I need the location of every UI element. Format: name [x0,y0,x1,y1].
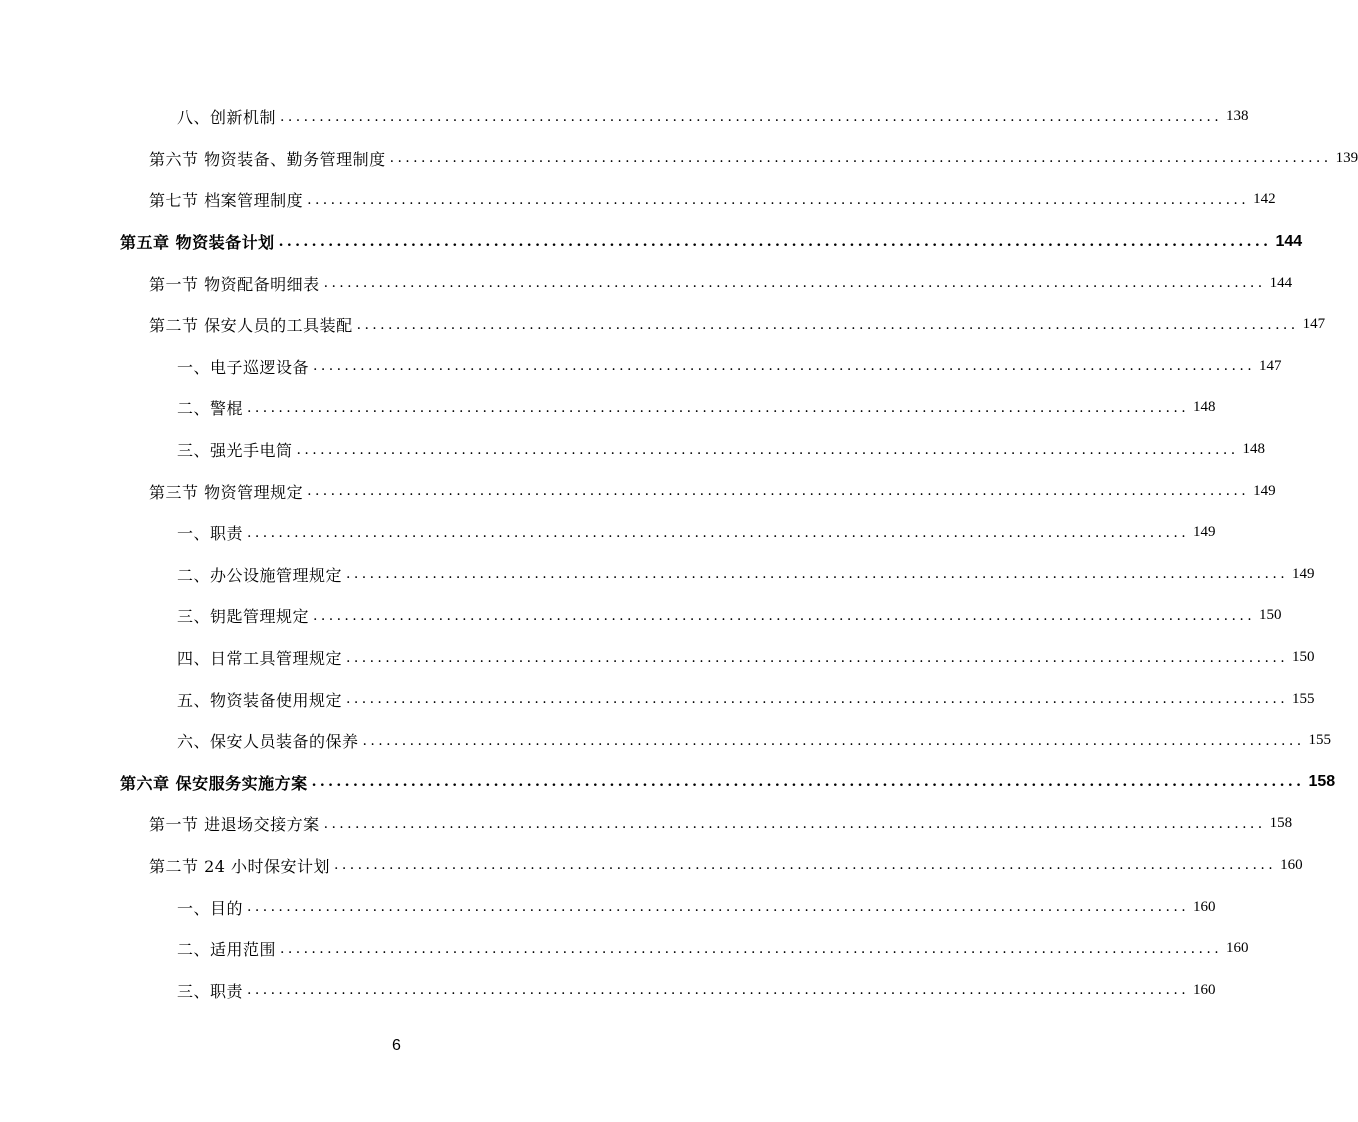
toc-entry-title: 二、适用范围 [177,940,277,960]
toc-leader-dots: ........................................................................................................................ [346,566,1289,583]
toc-entry-title: 六、保安人员装备的保养 [177,732,359,752]
toc-entry-title: 八、创新机制 [177,108,277,128]
toc-entry-title: 第七节 档案管理制度 [149,191,304,211]
toc-entry-page: 158 [1269,815,1293,832]
toc-entry[interactable] [0,470,1276,512]
toc-entry-page: 160 [1193,981,1216,998]
toc-entry[interactable] [0,803,1293,845]
toc-leader-dots: ........................................................................................................................ [323,275,1266,292]
toc-entry-title: 第三节 物资管理规定 [149,482,304,502]
toc-leader-dots: ........................................................................................................................ [247,899,1190,916]
toc-leader-dots: ........................................................................................................................ [296,441,1239,458]
table-of-contents [0,96,1358,1011]
toc-entry-page: 144 [1275,232,1303,250]
toc-entry-page: 138 [1226,108,1249,125]
toc-entry[interactable] [0,762,1336,804]
toc-entry-title: 第五章 物资装备计划 [120,233,275,253]
toc-entry-title: 第六节 物资装备、勤务管理制度 [149,149,386,169]
toc-leader-dots: ........................................................................................................................ [346,649,1289,666]
toc-leader-dots: ........................................................................................................................ [362,732,1305,749]
toc-entry[interactable] [0,304,1326,346]
toc-entry-title: 三、钥匙管理规定 [177,607,310,627]
toc-entry-title: 五、物资装备使用规定 [177,690,343,710]
toc-entry-title: 第二节 24 小时保安计划 [149,856,331,876]
toc-entry[interactable] [0,262,1293,304]
toc-entry[interactable] [0,637,1315,679]
toc-leader-dots: ........................................................................................................................ [280,108,1223,125]
toc-leader-dots: ........................................................................................................................ [307,191,1250,208]
toc-leader-dots: ........................................................................................................................ [323,815,1266,832]
toc-entry-page: 158 [1308,773,1336,791]
toc-entry-title: 第二节 保安人员的工具装配 [149,316,353,336]
toc-entry-page: 148 [1242,441,1266,458]
toc-entry-title: 一、职责 [177,524,244,544]
toc-leader-dots: ........................................................................................................................ [307,483,1250,500]
toc-entry-page: 147 [1302,316,1326,333]
toc-entry-page: 139 [1335,149,1358,166]
toc-leader-dots: ........................................................................................................................ [247,524,1190,541]
toc-entry[interactable] [0,221,1303,263]
toc-entry-title: 一、目的 [177,898,244,918]
toc-leader-dots: ........................................................................................................................ [311,774,1305,791]
toc-entry-title: 第六章 保安服务实施方案 [120,773,308,793]
toc-entry[interactable] [0,429,1266,471]
toc-entry-page: 147 [1259,357,1282,374]
page-number: 6 [392,1037,401,1054]
toc-entry-title: 三、职责 [177,981,244,1001]
toc-leader-dots: ........................................................................................................................ [247,982,1190,999]
toc-leader-dots: ........................................................................................................................ [278,233,1272,250]
toc-leader-dots: ........................................................................................................................ [247,399,1190,416]
toc-entry-page: 150 [1259,607,1282,624]
toc-leader-dots: ........................................................................................................................ [346,691,1289,708]
toc-entry[interactable] [0,845,1303,887]
toc-entry-page: 149 [1253,482,1276,499]
toc-entry[interactable] [0,886,1216,928]
toc-entry[interactable] [0,96,1249,138]
toc-entry[interactable] [0,928,1249,970]
toc-leader-dots: ........................................................................................................................ [280,940,1223,957]
toc-entry-title: 三、强光手电筒 [177,441,293,461]
toc-entry[interactable] [0,346,1282,388]
toc-entry-page: 149 [1193,524,1216,541]
toc-entry[interactable] [0,595,1282,637]
toc-entry[interactable] [0,678,1315,720]
toc-entry-page: 155 [1292,690,1315,707]
toc-entry[interactable] [0,179,1276,221]
toc-entry-title: 第一节 进退场交接方案 [149,815,320,835]
toc-entry-page: 148 [1193,399,1216,416]
toc-entry-page: 160 [1226,940,1249,957]
toc-entry-page: 160 [1280,856,1303,873]
toc-entry-page: 144 [1269,274,1293,291]
toc-entry[interactable] [0,138,1358,180]
toc-leader-dots: ........................................................................................................................ [313,358,1256,375]
toc-entry[interactable] [0,720,1332,762]
toc-entry[interactable] [0,387,1216,429]
toc-entry-page: 150 [1292,649,1315,666]
toc-leader-dots: ........................................................................................................................ [313,607,1256,624]
toc-entry-title: 四、日常工具管理规定 [177,649,343,669]
toc-entry[interactable] [0,512,1216,554]
toc-entry-page: 155 [1308,732,1332,749]
toc-leader-dots: ........................................................................................................................ [356,316,1299,333]
toc-entry-title: 第一节 物资配备明细表 [149,274,320,294]
toc-entry-title: 二、办公设施管理规定 [177,565,343,585]
toc-entry-page: 142 [1253,191,1276,208]
toc-entry[interactable] [0,554,1315,596]
toc-entry-title: 二、警棍 [177,399,244,419]
toc-entry-page: 160 [1193,898,1216,915]
toc-entry[interactable] [0,969,1216,1011]
toc-entry-title: 一、电子巡逻设备 [177,357,310,377]
toc-entry-page: 149 [1292,565,1315,582]
toc-leader-dots: ........................................................................................................................ [389,150,1332,167]
toc-leader-dots: ........................................................................................................................ [334,857,1277,874]
